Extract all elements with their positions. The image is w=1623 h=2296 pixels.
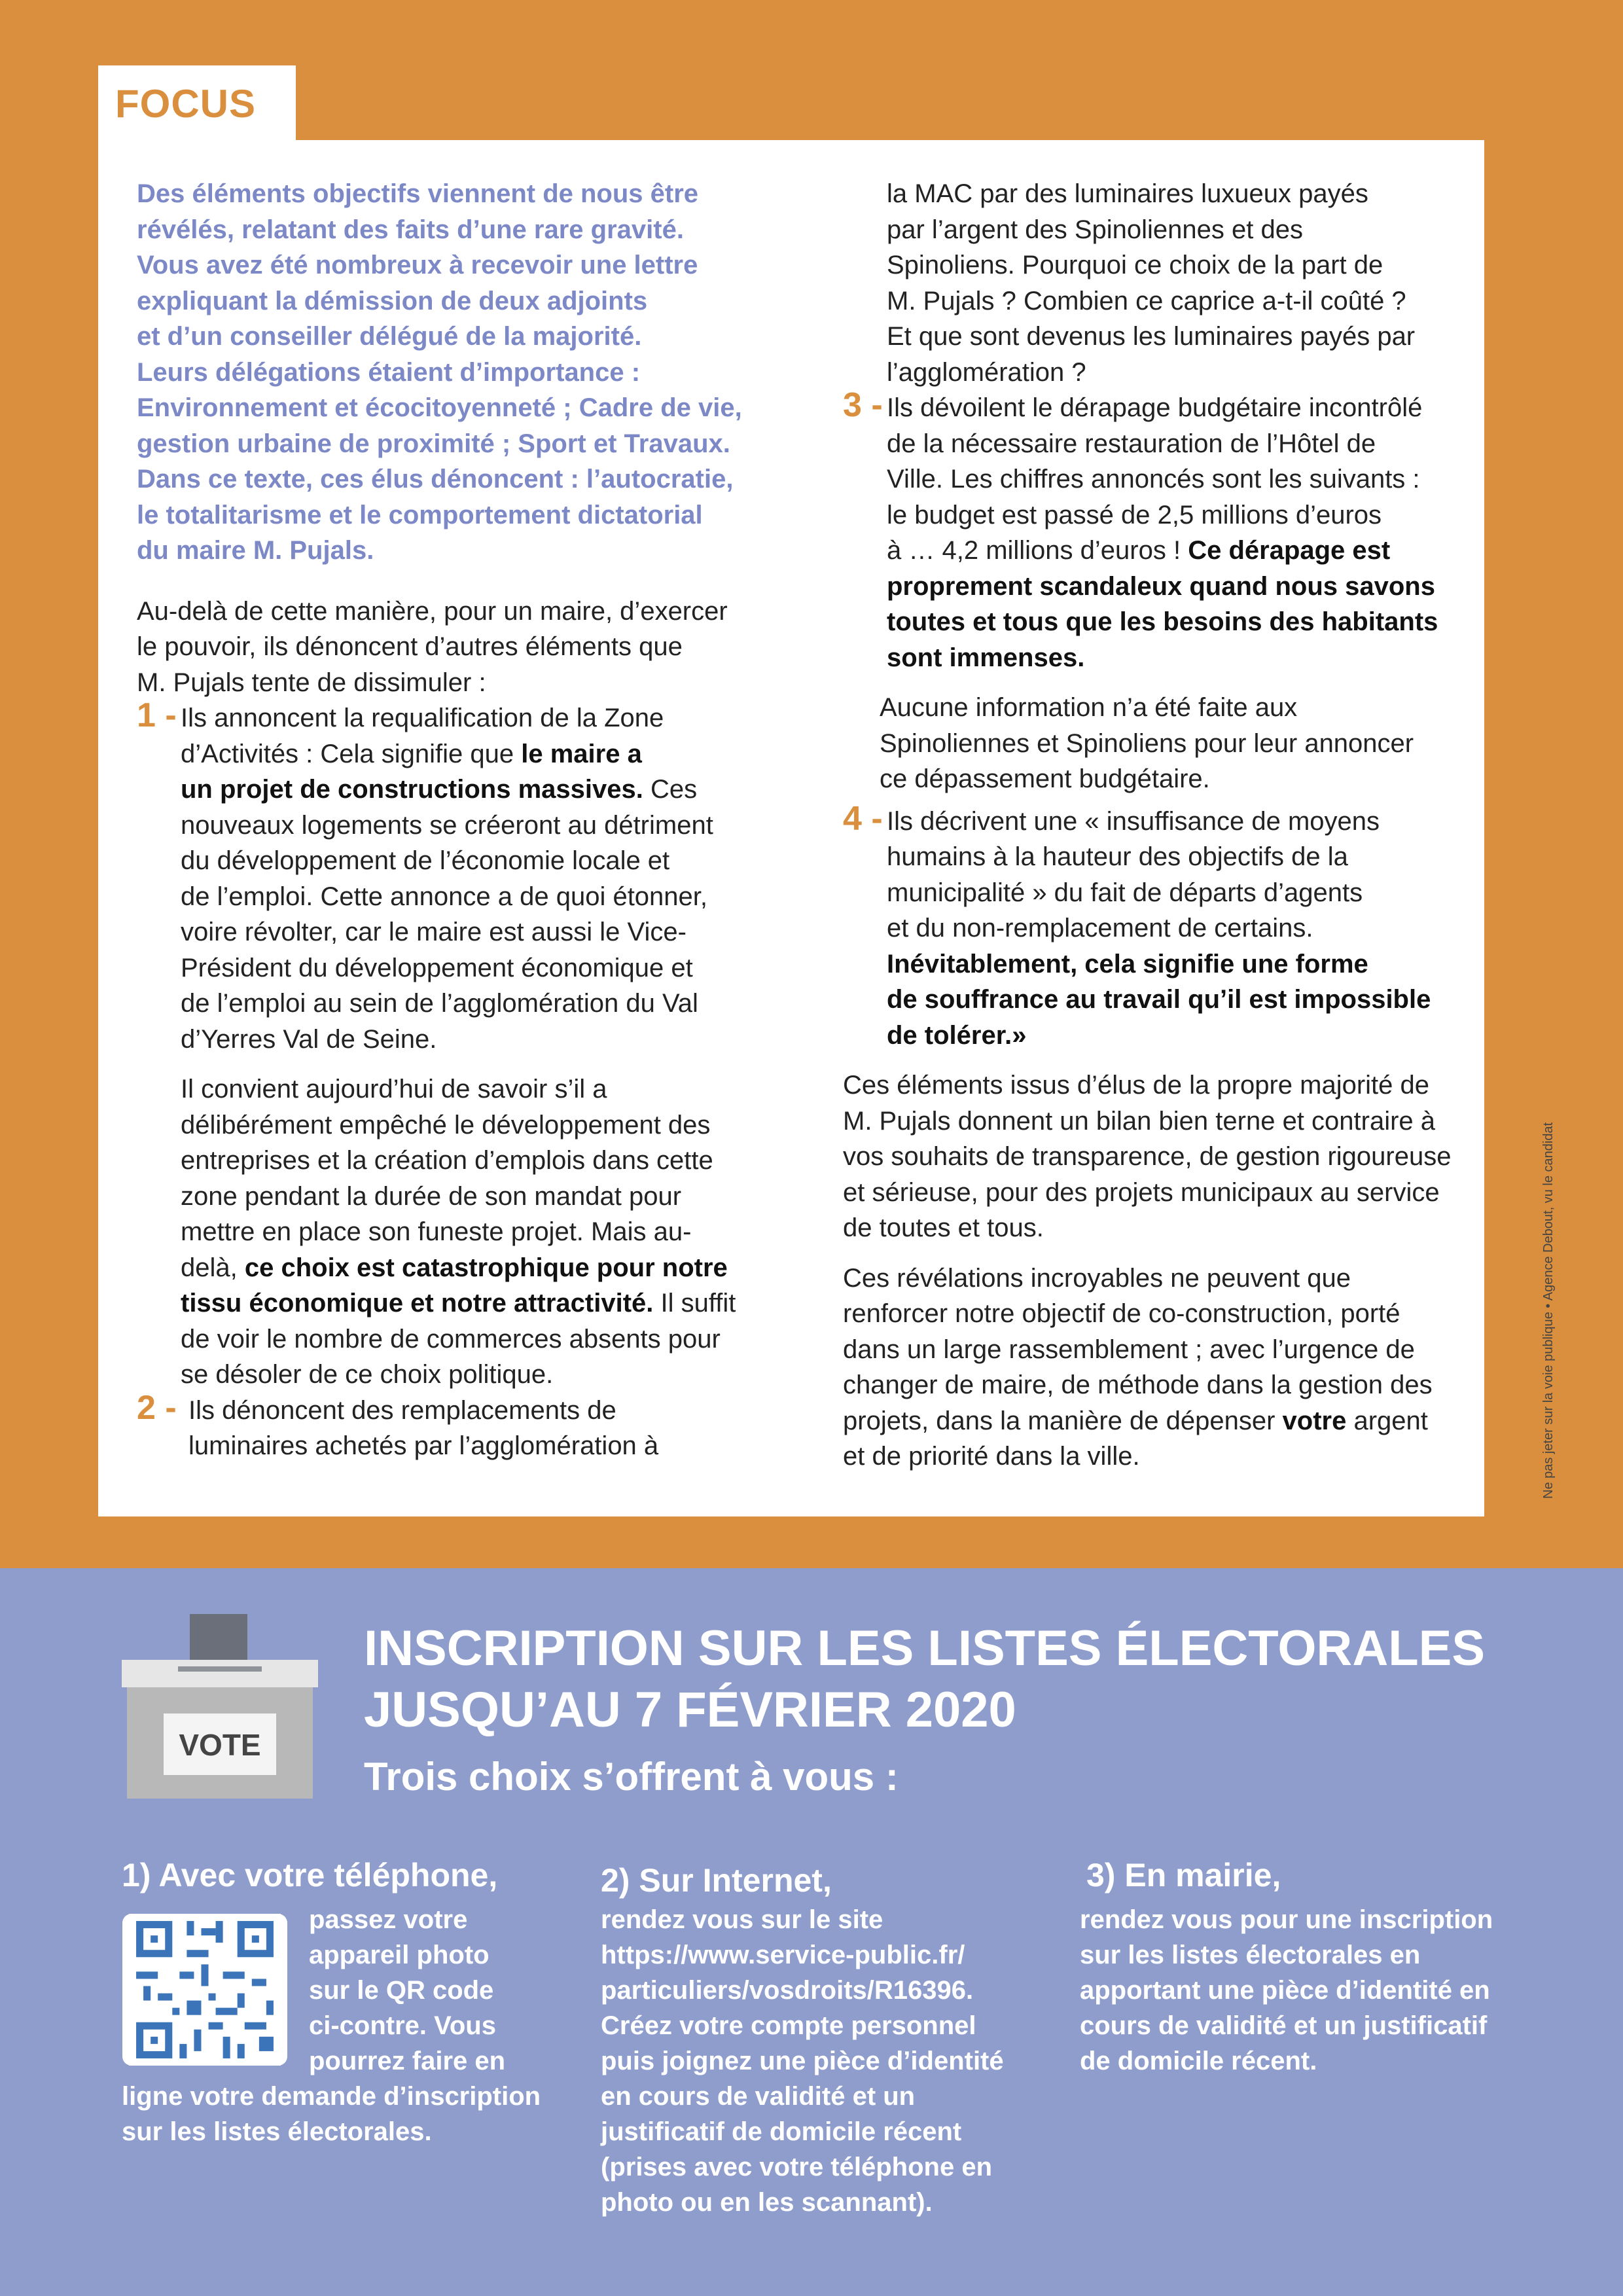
body-line: de souffrance au travail qu’il est impossible — [887, 985, 1431, 1014]
body-line: de toutes et tous. — [843, 1213, 1044, 1242]
body-line: sont immenses. — [887, 643, 1085, 672]
body-line: par l’argent des Spinoliennes et des — [887, 215, 1303, 244]
option-2-text — [601, 1902, 1004, 2220]
option-1-text-wide — [122, 2079, 541, 2149]
option-line: rendez vous sur le site — [601, 1905, 883, 1934]
body-line: M. Pujals ? Combien ce caprice a-t-il coûté ? — [887, 286, 1406, 315]
option-line: cours de validité et un justificatif — [1080, 2011, 1488, 2040]
body-line: de tolérer.» — [887, 1020, 1027, 1050]
intro-line: Des éléments objectifs viennent de nous être — [137, 179, 699, 208]
intro-line: expliquant la démission de deux adjoints — [137, 286, 648, 315]
body-line: zone pendant la durée de son mandat pour — [181, 1181, 682, 1211]
focus-panel — [98, 140, 1484, 1516]
body-line: humains à la hauteur des objectifs de la — [887, 842, 1348, 871]
option-line: rendez vous pour une inscription — [1080, 1905, 1493, 1934]
option-line: apportant une pièce d’identité en — [1080, 1976, 1490, 2005]
item-number: 2 - — [137, 1388, 177, 1427]
option-line: Créez votre compte personnel — [601, 2011, 976, 2040]
body-line: municipalité » du fait de départs d’agents — [887, 878, 1363, 907]
body-line: Ces éléments issus d’élus de la propre majorité de — [843, 1071, 1429, 1100]
body-line: dans un large rassemblement ; avec l’urgence de — [843, 1335, 1415, 1364]
body-line: delà, ce choix est catastrophique pour notre — [181, 1253, 728, 1282]
body-line: luminaires achetés par l’agglomération à — [188, 1431, 659, 1460]
body-line: se désoler de ce choix politique. — [181, 1360, 554, 1389]
intro-line: Vous avez été nombreux à recevoir une lettre — [137, 251, 698, 279]
intro-line: Dans ce texte, ces élus dénoncent : l’autocratie, — [137, 465, 734, 493]
body-line: du développement de l’économie locale et — [181, 846, 670, 875]
body-line: ce dépassement budgétaire. — [880, 764, 1210, 793]
body-line: de voir le nombre de commerces absents pour — [181, 1324, 721, 1354]
registration-heading — [364, 1618, 1581, 1741]
body-line: Ville. Les chiffres annoncés sont les suivants : — [887, 465, 1420, 493]
body-line: un projet de constructions massives. Ces — [181, 775, 698, 804]
option-3-text — [1080, 1902, 1493, 2079]
body-line: de l’emploi au sein de l’agglomération du Val — [181, 989, 698, 1018]
body-line: à … 4,2 millions d’euros ! Ce dérapage est — [887, 536, 1391, 565]
intro-line: révélés, relatant des faits d’une rare gravité. — [137, 215, 684, 244]
body-line: Aucune information n’a été faite aux — [880, 693, 1298, 722]
body-line: Président du développement économique et — [181, 953, 693, 982]
option-line: de domicile récent. — [1080, 2047, 1317, 2075]
intro-line: le totalitarisme et le comportement dictatorial — [137, 500, 703, 529]
option-line: passez votre — [309, 1905, 468, 1934]
body-line: projets, dans la manière de dépenser votre argent — [843, 1406, 1428, 1435]
qr-code[interactable] — [122, 1914, 287, 2066]
intro-line: Leurs délégations étaient d’importance : — [137, 357, 641, 387]
body-line: et du non-remplacement de certains. — [887, 914, 1313, 942]
body-line: Spinoliens. Pourquoi ce choix de la part de — [887, 251, 1383, 279]
heading-line: JUSQU’AU 7 FÉVRIER 2020 — [364, 1682, 1016, 1738]
column-left — [137, 176, 801, 1464]
body-line: Au-delà de cette manière, pour un maire, d’exercer — [137, 596, 728, 626]
body-line: la MAC par des luminaires luxueux payés — [887, 179, 1368, 208]
option-line: appareil photo — [309, 1941, 490, 1969]
body-line: Et que sont devenus les luminaires payés par — [887, 322, 1416, 351]
option-line: sur le QR code — [309, 1976, 494, 2005]
item-number: 4 - — [843, 799, 883, 838]
option-line: ci-contre. Vous — [309, 2011, 496, 2040]
body-line: tissu économique et notre attractivité. Il suffit — [181, 1289, 736, 1318]
body-line: nouveaux logements se créeront au détriment — [181, 810, 713, 840]
body-line: le pouvoir, ils dénoncent d’autres éléments que — [137, 632, 683, 661]
legal-note: Ne pas jeter sur la voie publique • Agence Debout, vu le candidat — [1541, 1122, 1556, 1499]
option-3-title: 3) En mairie, — [1086, 1857, 1281, 1893]
body-line: mettre en place son funeste projet. Mais au- — [181, 1217, 692, 1246]
body-line: de la nécessaire restauration de l’Hôtel de — [887, 429, 1376, 458]
option-line: en cours de validité et un — [601, 2082, 916, 2111]
intro-line: et d’un conseiller délégué de la majorité. — [137, 322, 642, 351]
service-public-link[interactable]: https://www.service-public.fr/ — [601, 1941, 965, 1969]
body-line: et de priorité dans la ville. — [843, 1442, 1140, 1471]
body-line: vos souhaits de transparence, de gestion rigoureuse — [843, 1142, 1452, 1171]
body-line: d’Yerres Val de Seine. — [181, 1024, 437, 1054]
option-line: sur les listes électorales. — [122, 2117, 432, 2146]
intro-text — [137, 176, 801, 569]
body-line: M. Pujals donnent un bilan bien terne et contraire à — [843, 1106, 1436, 1136]
option-line: (prises avec votre téléphone en — [601, 2153, 993, 2181]
heading-line: INSCRIPTION SUR LES LISTES ÉLECTORALES — [364, 1621, 1486, 1676]
body-line: changer de maire, de méthode dans la gestion des — [843, 1371, 1433, 1399]
body-line: M. Pujals tente de dissimuler : — [137, 668, 486, 697]
list-item-3 — [843, 386, 1458, 675]
option-line: justificatif de domicile récent — [601, 2117, 962, 2146]
list-item-4 — [843, 799, 1458, 1054]
body-line: Ces révélations incroyables ne peuvent que — [843, 1263, 1351, 1293]
option-line: sur les listes électorales en — [1080, 1941, 1421, 1969]
service-public-link[interactable]: particuliers/vosdroits/R16396. — [601, 1976, 974, 2005]
option-line: ligne votre demande d’inscription — [122, 2082, 541, 2111]
subheading: Trois choix s’offrent à vous : — [364, 1755, 899, 1799]
option-1-title: 1) Avec votre téléphone, — [122, 1857, 498, 1893]
body-line: de l’emploi. Cette annonce a de quoi étonner, — [181, 882, 708, 911]
item-number: 1 - — [137, 696, 177, 734]
body-line: toutes et tous que les besoins des habitants — [887, 607, 1438, 636]
body-line: délibérément empêché le développement des — [181, 1110, 711, 1139]
body-line: Spinoliennes et Spinoliens pour leur annoncer — [880, 728, 1414, 758]
list-item-1 — [137, 696, 801, 1393]
option-line: pourrez faire en — [309, 2047, 506, 2075]
body-line: Ils décrivent une « insuffisance de moyens — [887, 806, 1380, 836]
focus-tab — [98, 65, 296, 144]
body-line: renforcer notre objectif de co-construction, porté — [843, 1299, 1400, 1328]
body-line: Inévitablement, cela signifie une forme — [887, 949, 1368, 978]
body-line: voire révolter, car le maire est aussi le Vice- — [181, 918, 687, 946]
intro-line: du maire M. Pujals. — [137, 536, 374, 565]
body-line: le budget est passé de 2,5 millions d’euros — [887, 500, 1382, 529]
ballot-box-icon — [122, 1614, 318, 1799]
body-line: proprement scandaleux quand nous savons — [887, 571, 1435, 601]
body-line: entreprises et la création d’emplois dans cette — [181, 1146, 713, 1175]
item-number: 3 - — [843, 386, 883, 424]
option-1-text — [309, 1902, 505, 2079]
body-line: Ils dénoncent des remplacements de — [188, 1395, 616, 1425]
body-line: l’agglomération ? — [887, 357, 1086, 387]
list-item-2 — [137, 1388, 801, 1464]
intro-line: Environnement et écocitoyenneté ; Cadre de vie, — [137, 393, 742, 422]
body-line: Il convient aujourd’hui de savoir s’il a — [181, 1075, 607, 1103]
vote-label: VOTE — [179, 1728, 261, 1762]
option-2-title: 2) Sur Internet, — [601, 1862, 832, 1899]
option-line: photo ou en les scannant). — [601, 2188, 933, 2217]
body-line: et sérieuse, pour des projets municipaux au service — [843, 1177, 1440, 1207]
body-line: d’Activités : Cela signifie que le maire a — [181, 739, 642, 768]
column-right — [843, 176, 1458, 1475]
focus-label: FOCUS — [115, 82, 256, 126]
body-line: Ils annoncent la requalification de la Zone — [181, 704, 664, 732]
option-line: puis joignez une pièce d’identité — [601, 2047, 1004, 2075]
intro-line: gestion urbaine de proximité ; Sport et Travaux. — [137, 429, 730, 458]
body-line: Ils dévoilent le dérapage budgétaire incontrôlé — [887, 393, 1423, 422]
